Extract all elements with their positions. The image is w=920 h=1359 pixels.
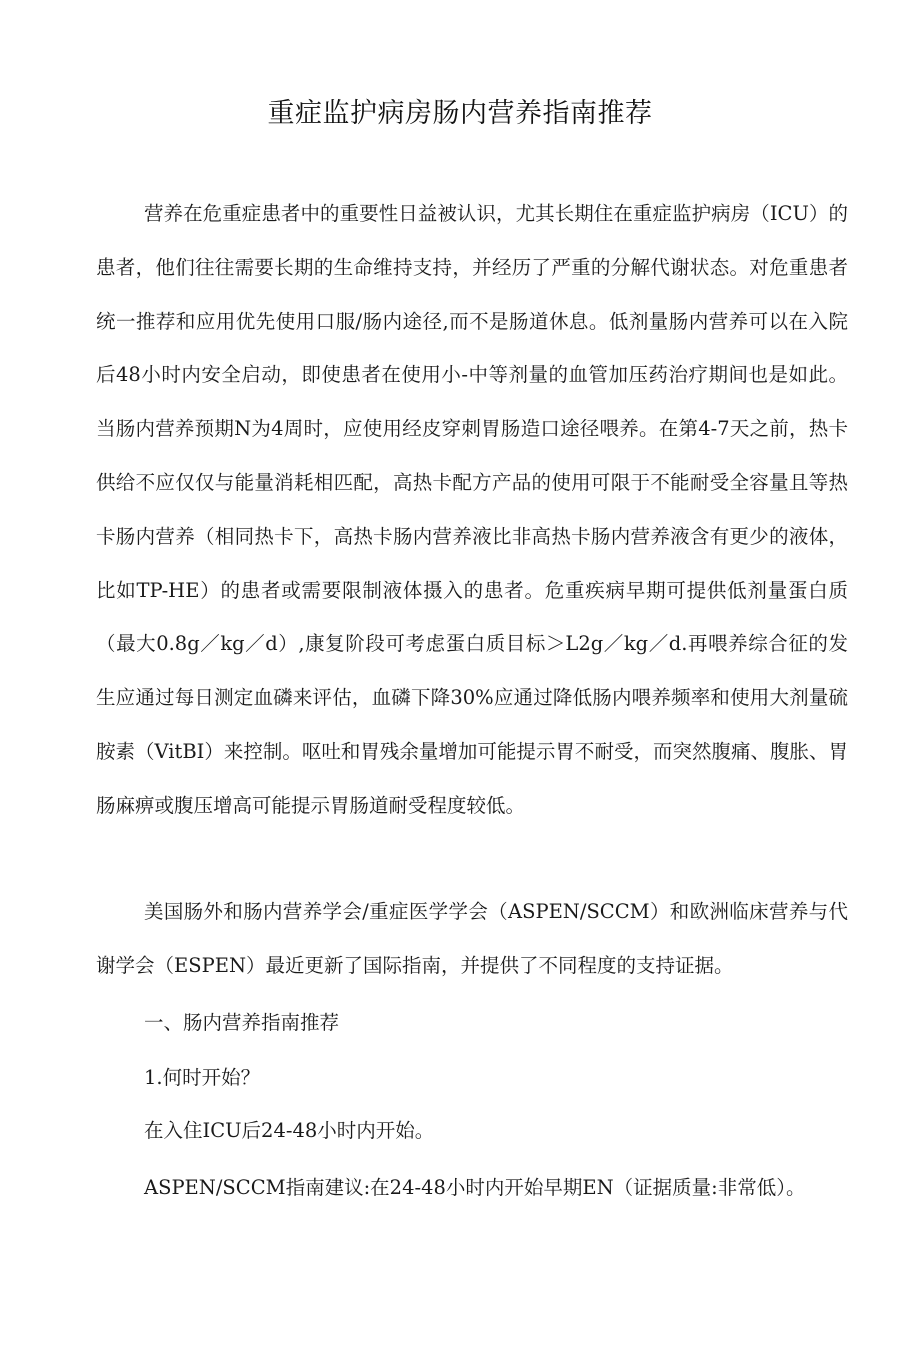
intro-paragraph: 营养在危重症患者中的重要性日益被认识，尤其长期住在重症监护病房（ICU）的患者，他们往往需要长期的生命维持支持，并经历了严重的分解代谢状态。对危重患者统一推荐和应用优先使用口服/肠内途径,而不是肠道休息。低剂量肠内营养可以在入院后48小时内安全启动，即使患者在使用小-中等剂量的血管加压药治疗期间也是如此。当肠内营养预期N为4周时，应使用经皮穿刺胃肠造口途径喂养。在第4-7天之前，热卡供给不应仅仅与能量消耗相匹配，高热卡配方产品的使用可限于不能耐受全容量且等热卡肠内营养（相同热卡下，高热卡肠内营养液比非高热卡肠内营养液含有更少的液体，比如TP-HE）的患者或需要限制液体摄入的患者。危重疾病早期可提供低剂量蛋白质（最大0.8g／kg／d）,康复阶段可考虑蛋白质目标＞L2g／kg／d.再喂养综合征的发生应通过每日测定血磷来评估，血磷下降30%应通过降低肠内喂养频率和使用大剂量硫胺素（VitBI）来控制。呕吐和胃残余量增加可能提示胃不耐受，而突然腹痛、腹胀、胃肠麻痹或腹压增高可能提示胃肠道耐受程度较低。 [96, 202, 848, 817]
aspen-recommendation-paragraph: ASPEN/SCCM指南建议:在24-48小时内开始早期EN（证据质量:非常低）。 [144, 1176, 806, 1199]
start-time-paragraph: 在入住ICU后24-48小时内开始。 [144, 1119, 435, 1142]
document-title: 重症监护病房肠内营养指南推荐 [267, 98, 653, 129]
guidelines-paragraph: 美国肠外和肠内营养学会/重症医学学会（ASPEN/SCCM）和欧洲临床营养与代谢学会（ESPEN）最近更新了国际指南，并提供了不同程度的支持证据。 [96, 900, 848, 977]
subsection-heading: 1.何时开始？ [144, 1066, 261, 1089]
section-heading: 一、肠内营养指南推荐 [144, 1011, 340, 1034]
